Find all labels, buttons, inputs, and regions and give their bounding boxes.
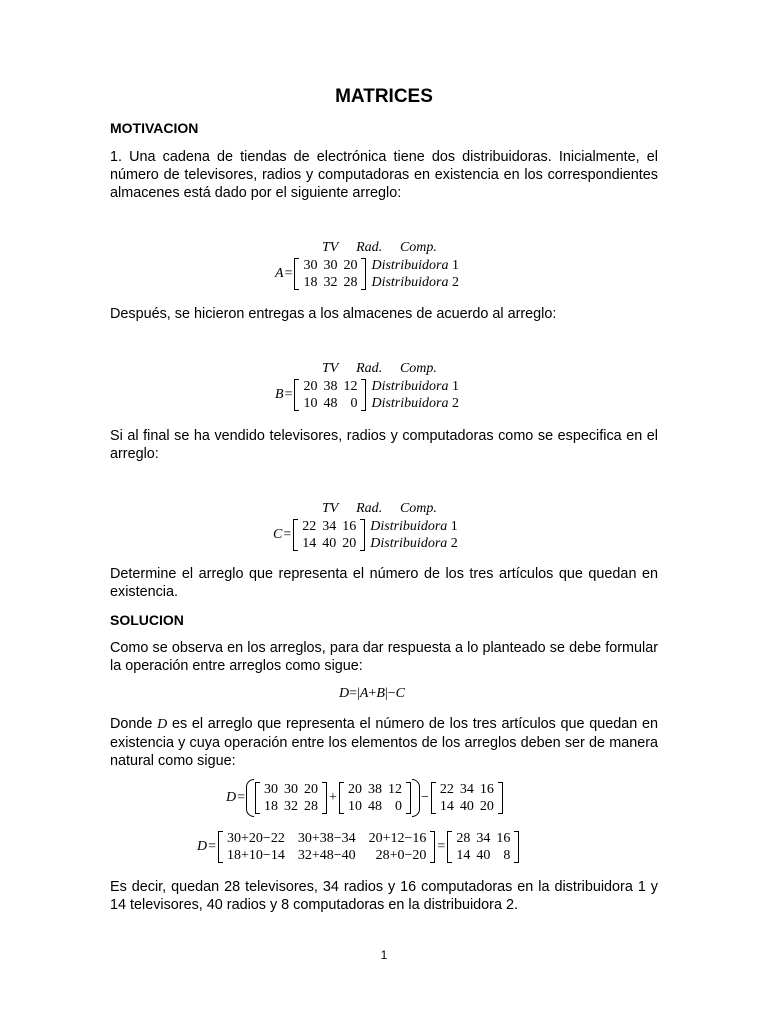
section-heading-motivacion: MOTIVACION bbox=[110, 120, 199, 136]
paragraph-question: Determine el arreglo que representa el número de los tres artículos que quedan en existencia. bbox=[110, 566, 658, 600]
equation-1: D = 30 30 20 18 32 28 + 20 38 12 10 48 0 − 22 34 16 14 40 20 bbox=[226, 781, 504, 815]
matrix-a: A = 30 30 20 18 32 28 Distribuidora 1 Distribuidora 2 bbox=[275, 258, 459, 290]
matrix-c-body: 22 34 16 14 40 20 bbox=[292, 518, 366, 552]
matrix-b-body: 20 38 12 10 48 0 bbox=[293, 378, 367, 412]
eq2-matrix-expanded: 30+20−22 30+38−34 20+12−16 18+10−14 32+48−40 28+0−20 bbox=[217, 830, 436, 864]
matrix-c-row-labels: Distribuidora 1 Distribuidora 2 bbox=[370, 519, 458, 551]
page-title: MATRICES bbox=[335, 86, 433, 107]
matrix-b-row-labels: Distribuidora 1 Distribuidora 2 bbox=[371, 379, 459, 411]
eq2-matrix-result: 28 34 16 14 40 8 bbox=[446, 830, 520, 864]
paragraph-intro: 1. Una cadena de tiendas de electrónica tiene dos distribuidoras. Inicialmente, el número de televisores, radios y computadoras en existencia en los correspondientes almacenes está dado por el siguiente arreglo: bbox=[110, 149, 658, 201]
paragraph-after-a: Después, se hicieron entregas a los almacenes de acuerdo al arreglo: bbox=[110, 306, 557, 322]
matrix-c: C = 22 34 16 14 40 20 Distribuidora 1 Distribuidora 2 bbox=[273, 519, 458, 551]
matrix-c-header: TV Rad. Comp. bbox=[322, 501, 437, 516]
eq1-matrix-a: 30 30 20 18 32 28 bbox=[254, 781, 328, 815]
col-header-rad: Rad bbox=[356, 240, 379, 255]
matrix-a-header: TV Rad. Comp. bbox=[322, 240, 437, 255]
col-header-tv: TV bbox=[322, 240, 339, 255]
matrix-b: B = 20 38 12 10 48 0 Distribuidora 1 Distribuidora 2 bbox=[275, 379, 459, 411]
matrix-a-row-labels: Distribuidora 1 Distribuidora 2 bbox=[371, 258, 459, 290]
page-number: 1 bbox=[380, 948, 388, 962]
matrix-a-label: A bbox=[275, 266, 284, 281]
paragraph-solucion-2: Donde D es el arreglo que representa el número de los tres artículos que quedan en existencia y cuya operación entre los elementos de los arreglos deben ser de manera natural como sigue: bbox=[110, 716, 659, 769]
matrix-b-label: B bbox=[275, 387, 284, 402]
paragraph-conclusion: Es decir, quedan 28 televisores, 34 radios y 16 computadoras en la distribuidora 1 y 14 televisores, 40 radios y 8 computadoras en la distribuidora 2. bbox=[110, 879, 658, 913]
equation-2: D = 30+20−22 30+38−34 20+12−16 18+10−14 32+48−40 28+0−20 = 28 34 16 14 40 8 bbox=[197, 830, 520, 864]
eq1-matrix-c: 22 34 16 14 40 20 bbox=[430, 781, 504, 815]
matrix-c-label: C bbox=[273, 527, 283, 542]
section-heading-solucion: SOLUCION bbox=[110, 612, 184, 628]
paragraph-after-b: Si al final se ha vendido televisores, radios y computadoras como se especifica en el arreglo: bbox=[110, 428, 658, 462]
matrix-a-body: 30 30 20 18 32 28 bbox=[293, 257, 367, 291]
equation-1-paren: 30 30 20 18 32 28 + 20 38 12 10 48 0 bbox=[246, 781, 420, 815]
formula-d: D=|A+B|−C bbox=[339, 686, 405, 701]
matrix-b-header: TV Rad. Comp. bbox=[322, 361, 437, 376]
col-header-comp: Comp bbox=[399, 240, 434, 255]
paragraph-solucion-1: Como se observa en los arreglos, para dar respuesta a lo planteado se debe formular la operación entre arreglos como sigue: bbox=[110, 640, 658, 674]
eq1-matrix-b: 20 38 12 10 48 0 bbox=[338, 781, 412, 815]
